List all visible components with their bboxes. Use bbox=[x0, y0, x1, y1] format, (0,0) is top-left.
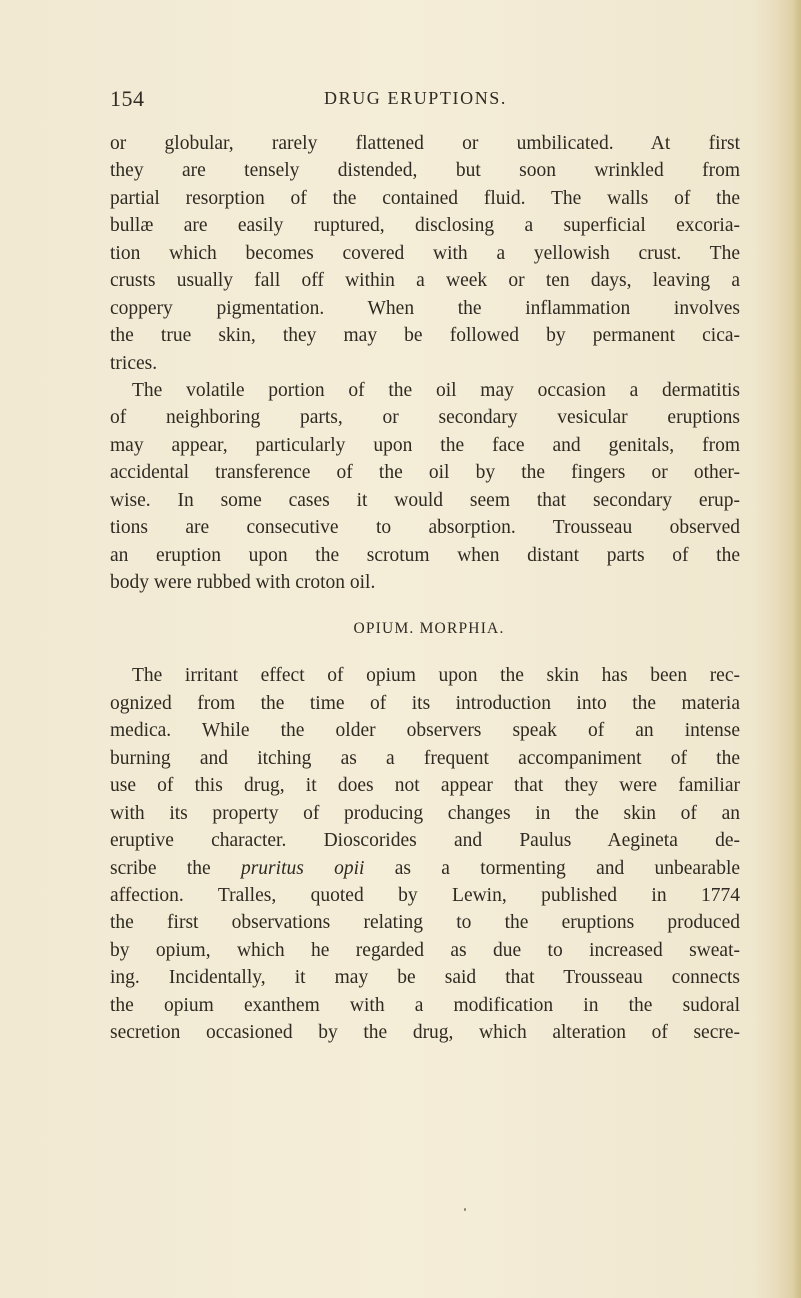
text-line: the first observations relating to the eruptions produced bbox=[110, 912, 740, 934]
text-line: the opium exanthem with a modification in the sudoral bbox=[110, 994, 740, 1016]
text-line: they are tensely distended, but soon wrinkled from bbox=[110, 160, 740, 182]
running-title: DRUG ERUPTIONS. bbox=[324, 88, 508, 108]
text-line: or globular, rarely flattened or umbilicated. At first bbox=[110, 133, 740, 154]
text-line: The volatile portion of the oil may occasion a dermatitis bbox=[132, 379, 740, 401]
section-heading: OPIUM. MORPHIA. bbox=[353, 620, 505, 638]
text-line: partial resorption of the contained fluid. The walls of the bbox=[110, 187, 740, 209]
text-line: accidental transference of the oil by the fingers or other- bbox=[110, 462, 740, 484]
text-line: crusts usually fall off within a week or ten days, leaving a bbox=[110, 270, 740, 292]
paragraph-volatile-portion bbox=[110, 377, 740, 597]
body-text bbox=[110, 130, 740, 1047]
text-line: ognized from the time of its introduction into the materia bbox=[110, 692, 740, 714]
text-line: tion which becomes covered with a yellowish crust. The bbox=[110, 242, 740, 264]
text-line: an eruption upon the scrotum when distant parts of the bbox=[110, 544, 740, 566]
text-line: ing. Incidentally, it may be said that Trousseau connects bbox=[110, 967, 740, 989]
text-fragment: as a tormenting and unbearable bbox=[394, 857, 741, 879]
text-line: medica. While the older observers speak of an intense bbox=[110, 720, 740, 742]
text-line: body were rubbed with croton oil. bbox=[110, 572, 376, 593]
page-edge-shadow bbox=[793, 0, 801, 1298]
text-line: The irritant effect of opium upon the skin has been rec- bbox=[132, 665, 740, 687]
text-line: tions are consecutive to absorption. Trousseau observed bbox=[110, 517, 740, 539]
text-line: wise. In some cases it would seem that secondary erup- bbox=[110, 489, 740, 511]
text-line: burning and itching as a frequent accompaniment of the bbox=[110, 747, 740, 769]
text-line: by opium, which he regarded as due to increased sweat- bbox=[110, 939, 740, 961]
paragraph-opium bbox=[110, 662, 740, 1046]
page-number: 154 bbox=[110, 86, 145, 111]
text-line: of neighboring parts, or secondary vesicular eruptions bbox=[110, 407, 740, 429]
text-line: bullæ are easily ruptured, disclosing a superficial excoria- bbox=[110, 215, 740, 237]
text-line: trices. bbox=[110, 352, 158, 374]
text-line: with its property of producing changes in the skin of an bbox=[110, 802, 740, 824]
text-line: use of this drug, it does not appear that they were familiar bbox=[110, 775, 740, 797]
text-line: eruptive character. Dioscorides and Paulus Aegineta de- bbox=[110, 830, 740, 852]
text-line: affection. Tralles, quoted by Lewin, published in 1774 bbox=[110, 884, 740, 906]
italic-term: pruritus opii bbox=[240, 857, 365, 879]
text-line: secretion occasioned by the drug, which alteration of secre- bbox=[110, 1022, 740, 1044]
text-line: may appear, particularly upon the face and genitals, from bbox=[110, 434, 740, 456]
text-line: the true skin, they may be followed by permanent cica- bbox=[110, 325, 740, 347]
text-line: coppery pigmentation. When the inflammation involves bbox=[110, 297, 740, 319]
text-fragment: scribe the bbox=[110, 857, 211, 879]
running-head bbox=[110, 86, 740, 116]
ink-speck bbox=[464, 1208, 466, 1211]
paragraph-croton-bullae bbox=[110, 130, 740, 377]
text-line bbox=[110, 855, 740, 882]
